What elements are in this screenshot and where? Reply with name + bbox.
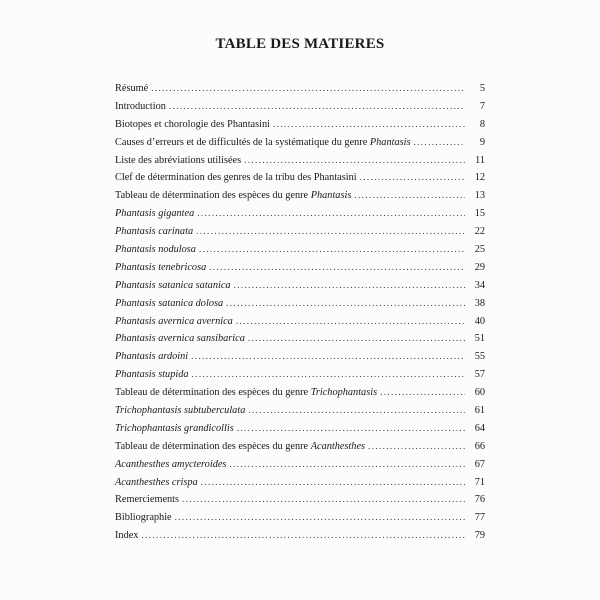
toc-entry [115,187,485,205]
dot-leader [273,116,465,134]
toc-entry-italic-text: Phantasis [310,190,352,202]
toc-entry-label [115,456,226,474]
dot-leader [248,330,465,348]
toc-page-number: 61 [474,405,485,417]
toc-entry-italic-text: Acanthesthes crispa [115,476,198,488]
dot-leader [234,277,465,295]
toc-entry-label [115,491,179,509]
toc-page-number: 55 [474,351,485,363]
dot-leader [380,384,465,402]
toc-entry-italic-text: Phantasis gigantea [115,208,195,220]
toc-entry-label [115,259,206,277]
toc-entry [115,152,485,170]
toc-entry [115,134,485,152]
toc-entry-label [115,527,138,545]
toc-entry [115,169,485,187]
toc-entry-label [115,420,234,438]
toc-entry-text: Liste des abréviations utilisées [115,154,242,166]
toc-entry [115,491,485,509]
toc-entry-label [115,366,189,384]
toc-page-number: 76 [474,494,485,506]
toc-page-number: 25 [474,244,485,256]
toc-entry-label [115,152,241,170]
dot-leader [209,259,465,277]
page-title: TABLE DES MATIERES [215,36,385,52]
toc-page-number: 13 [474,190,485,202]
toc-entry-label [115,169,357,187]
toc-entry-text: Résumé [115,83,149,94]
toc-entry-text: Introduction [115,100,166,112]
dot-leader [248,402,465,420]
toc-entry-label [115,134,410,152]
toc-entry [115,205,485,223]
toc-entry-italic-text: Phantasis carinata [115,226,194,238]
toc-entry [115,277,485,295]
toc-entry-label [115,348,188,366]
toc-entry-label [115,438,365,456]
toc-entry-italic-text: Phantasis avernica avernica [115,315,233,327]
dot-leader [237,420,465,438]
toc-page-number: 38 [474,297,485,309]
toc-entry [115,330,485,348]
toc-entry-label [115,98,166,116]
toc-page-number: 66 [474,440,485,452]
toc-entry-italic-text: Acanthesthes [310,440,366,452]
toc-page-number: 29 [474,261,485,273]
toc-entry-label [115,187,351,205]
toc-entry-label [115,384,377,402]
toc-entry-label [115,330,245,348]
toc-entry-text: Bibliographie [115,512,172,524]
toc-entry-italic-text: Trichophantasis grandicollis [115,422,234,434]
toc-entry-italic-text: Phantasis avernica sansibarica [115,333,245,345]
toc-page-number: 64 [474,422,485,434]
toc-entry [115,402,485,420]
dot-leader [229,456,465,474]
toc-page-number: 9 [479,136,485,148]
dot-leader [169,98,465,116]
toc-entry-text: Clef de détermination des genres de la tribu des Phantasini [115,172,357,184]
toc-entry-text: Remerciements [115,494,180,506]
toc-page-number: 60 [474,387,485,399]
dot-leader [196,223,465,241]
toc-entry-text: Causes d’erreurs et de difficultés de la systématique du genre [115,136,370,148]
toc-entry-text: Index [115,530,139,542]
toc-entry [115,474,485,492]
toc-entry [115,241,485,259]
toc-page-number: 79 [474,530,485,542]
toc-entry-italic-text: Phantasis nodulosa [115,244,196,256]
toc-page-number: 67 [474,458,485,470]
toc-page-number: 7 [479,100,485,112]
dot-leader [197,205,465,223]
toc-entry-label [115,509,172,527]
table-of-contents [115,80,485,545]
toc-page-number: 8 [479,118,485,130]
dot-leader [201,474,465,492]
dot-leader [175,509,465,527]
toc-entry-label [115,313,233,331]
toc-entry-italic-text: Acanthesthes amycteroides [115,458,227,470]
dot-leader [199,241,465,259]
toc-page-number: 34 [474,279,485,291]
dot-leader [151,80,465,98]
toc-page-number: 71 [474,476,485,488]
toc-page-number: 40 [474,315,485,327]
toc-entry-italic-text: Phantasis satanica dolosa [115,297,224,309]
toc-entry-italic-text: Phantasis [369,136,411,148]
dot-leader [360,169,465,187]
toc-entry-text: Biotopes et chorologie des Phantasini [115,118,271,130]
toc-entry [115,98,485,116]
toc-page-number: 77 [474,512,485,524]
toc-entry [115,80,485,98]
toc-page-number: 57 [474,369,485,381]
toc-entry-label [115,205,194,223]
toc-entry-label [115,402,245,420]
toc-page-number: 5 [479,83,485,94]
toc-entry-label [115,241,196,259]
toc-entry-italic-text: Phantasis stupida [115,369,189,381]
toc-entry-italic-text: Phantasis tenebricosa [115,261,207,273]
toc-page-number: 15 [474,208,485,220]
dot-leader [354,187,465,205]
toc-entry-label [115,277,231,295]
toc-entry [115,438,485,456]
toc-entry-label [115,474,198,492]
toc-entry [115,313,485,331]
toc-entry [115,259,485,277]
toc-entry [115,420,485,438]
dot-leader [236,313,465,331]
toc-entry [115,527,485,545]
toc-entry [115,509,485,527]
toc-entry [115,384,485,402]
toc-entry-text: Tableau de détermination des espèces du genre [115,440,311,452]
dot-leader [226,295,465,313]
toc-entry-italic-text: Trichophantasis [310,387,378,399]
toc-entry [115,366,485,384]
toc-page-number: 12 [474,172,485,184]
toc-page-number: 22 [474,226,485,238]
toc-page-number: 51 [474,333,485,345]
toc-entry [115,348,485,366]
toc-entry-text: Tableau de détermination des espèces du genre [115,387,311,399]
toc-entry-italic-text: Phantasis satanica satanica [115,279,231,291]
toc-page-number: 11 [475,154,485,166]
dot-leader [413,134,465,152]
toc-entry-label [115,223,193,241]
toc-entry-label [115,116,270,134]
dot-leader [191,348,465,366]
toc-entry [115,223,485,241]
toc-entry [115,456,485,474]
toc-entry-italic-text: Trichophantasis subtuberculata [115,405,246,417]
dot-leader [182,491,465,509]
toc-entry [115,295,485,313]
dot-leader [368,438,465,456]
dot-leader [244,152,465,170]
toc-entry [115,116,485,134]
toc-entry-label [115,80,148,98]
toc-entry-text: Tableau de détermination des espèces du genre [115,190,311,202]
toc-entry-italic-text: Phantasis ardoini [115,351,189,363]
dot-leader [141,527,465,545]
dot-leader [192,366,465,384]
toc-entry-label [115,295,223,313]
